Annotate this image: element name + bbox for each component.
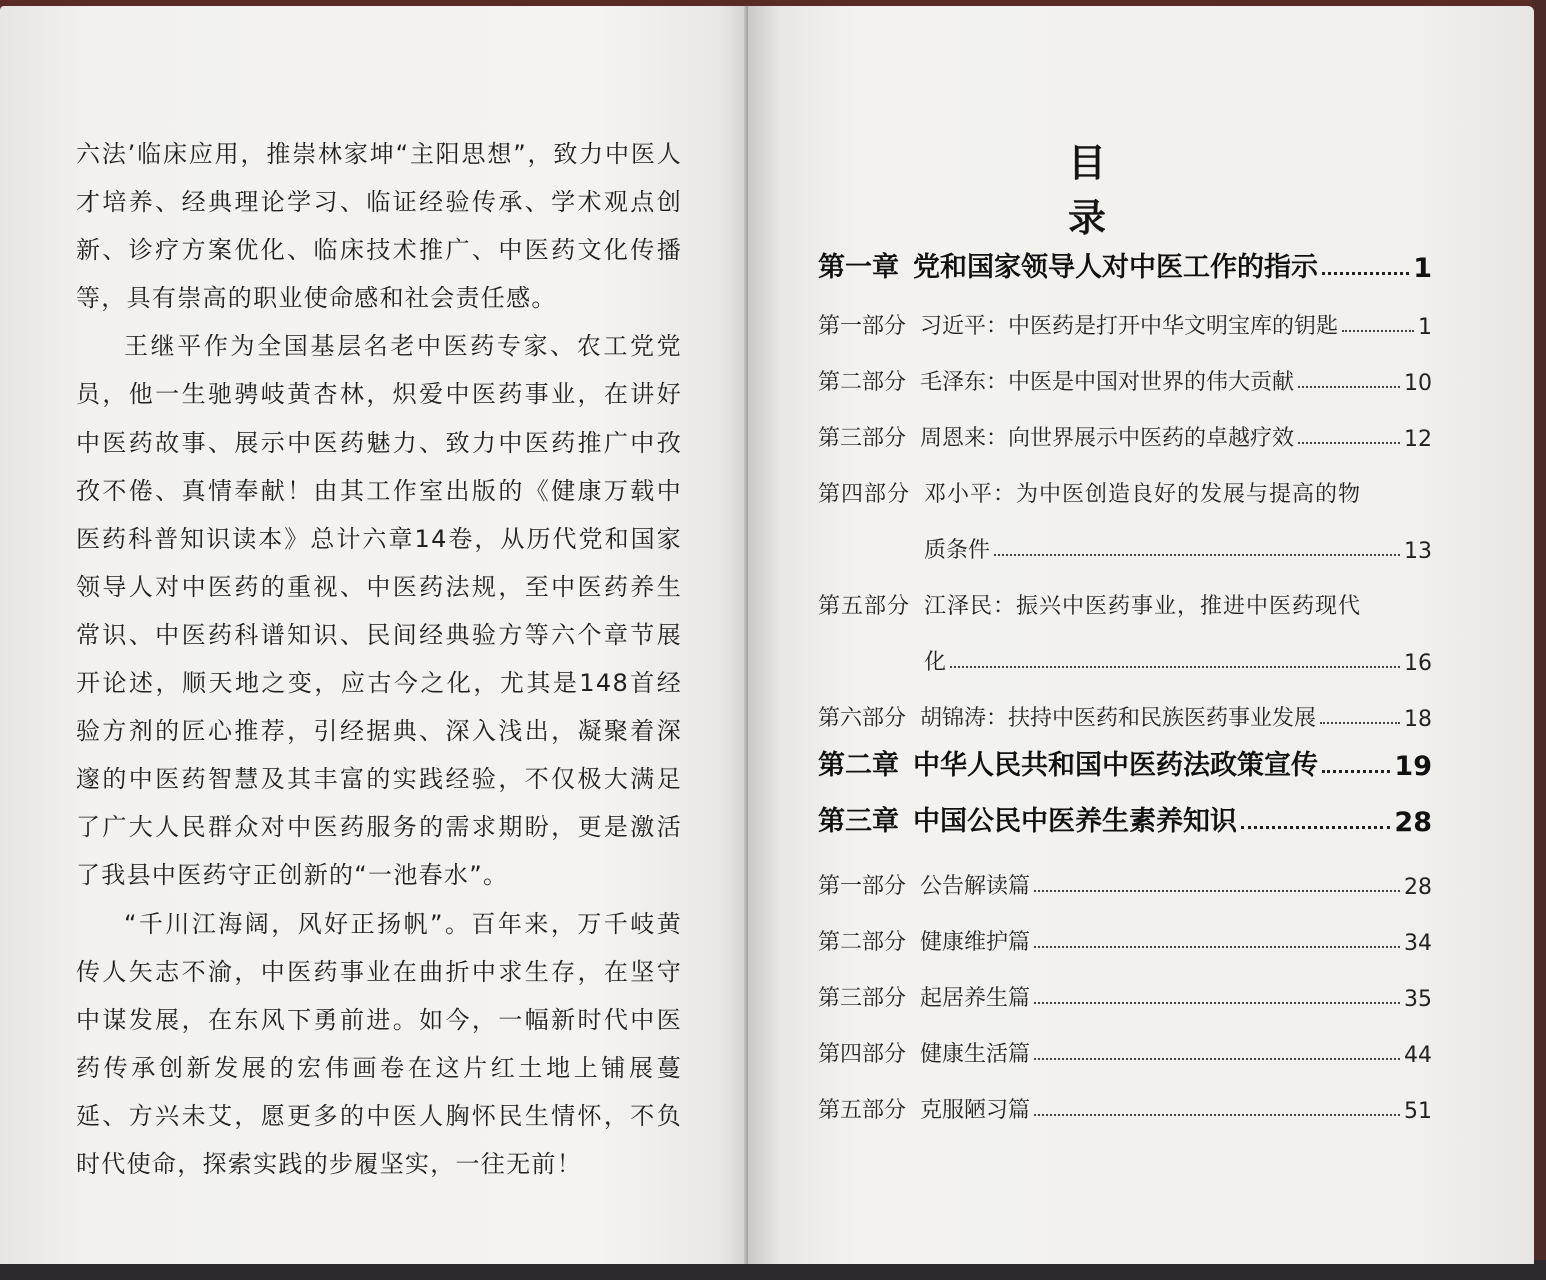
toc-entry-page-number: 1: [1413, 253, 1432, 284]
toc-leader-dots: [994, 554, 1400, 556]
toc-entry-label: [818, 309, 1338, 340]
toc-entry-page-number: 13: [1404, 539, 1432, 564]
toc-entry-number: 第一章: [818, 252, 899, 283]
toc-leader-dots: [950, 666, 1400, 668]
toc-entry-title: 江泽民：振兴中医药事业，推进中医药现代: [924, 594, 1362, 619]
toc-entry-label: [818, 477, 1361, 508]
toc-entry: [818, 300, 1432, 340]
toc-entry-number: 第二部分: [818, 370, 907, 395]
toc-entry-title: 毛泽东：中医是中国对世界的伟大贡献: [920, 370, 1295, 395]
toc-entry-label: [818, 925, 1030, 956]
toc-entry-number: 第六部分: [818, 706, 907, 731]
toc-entry-number: 第一部分: [818, 314, 907, 339]
toc-entry-title: 健康生活篇: [920, 1042, 1031, 1067]
toc-entry-label: [818, 245, 1318, 284]
toc-entry-number: 第三章: [818, 806, 899, 837]
toc-leader-dots: [1298, 386, 1400, 388]
toc-entry: [818, 1028, 1432, 1068]
toc-entry-page-number: 12: [1404, 427, 1432, 452]
toc-leader-dots: [1034, 1002, 1400, 1004]
toc-leader-dots: [1322, 770, 1390, 773]
toc-entry-page-number: 19: [1394, 751, 1432, 782]
toc-entry-label: [818, 1037, 1030, 1068]
toc-entry-page-number: 28: [1404, 875, 1432, 900]
toc-entry-label: [818, 743, 1318, 782]
toc-entry: [818, 1084, 1432, 1124]
toc-leader-dots: [1342, 330, 1414, 332]
toc-entry-continuation: [924, 636, 1432, 676]
paragraph-1: 六法’临床应用，推崇林家坤“主阳思想”，致力中医人才培养、经典理论学习、临证经验传承、学术观点创新、诊疗方案优化、临床技术推广、中医药文化传播等，具有崇高的职业使命感和社会责任感。: [76, 140, 682, 313]
toc-entry: [818, 244, 1432, 284]
toc-entry-continuation: [924, 524, 1432, 564]
toc-leader-dots: [1034, 1114, 1400, 1116]
toc-entry-title: 周恩来：向世界展示中医药的卓越疗效: [920, 426, 1295, 451]
toc-leader-dots: [1241, 826, 1390, 829]
toc-title: 目 录: [1068, 141, 1129, 240]
toc-entry-label: [818, 421, 1294, 452]
toc-entry-label: [818, 701, 1316, 732]
toc-entry: [818, 412, 1432, 452]
toc-entry-page-number: 1: [1418, 315, 1432, 340]
toc-entry: [818, 972, 1432, 1012]
toc-entry: [818, 916, 1432, 956]
toc-entry-number: 第三部分: [818, 986, 907, 1011]
toc-entry-label: [818, 365, 1294, 396]
toc-entry-page-number: 44: [1404, 1043, 1432, 1068]
toc-entry: [818, 580, 1432, 620]
toc-leader-dots: [1298, 442, 1400, 444]
toc-entry-title: 党和国家领导人对中医工作的指示: [913, 252, 1318, 283]
toc-entry: [818, 742, 1432, 782]
toc-entry-page-number: 51: [1404, 1099, 1432, 1124]
toc-entry-label: [818, 1093, 1030, 1124]
toc-entry-title: 公告解读篇: [920, 874, 1031, 899]
toc-entry-title: 胡锦涛：扶持中医药和民族医药事业发展: [920, 706, 1317, 731]
toc-entry-label: [818, 589, 1361, 620]
toc-entry-number: 第一部分: [818, 874, 907, 899]
toc-entry-number: 第三部分: [818, 426, 907, 451]
toc-entry: [818, 692, 1432, 732]
right-page: [748, 6, 1534, 1264]
left-page: [0, 6, 748, 1264]
toc-entry-page-number: 35: [1404, 987, 1432, 1012]
toc-entry-title-continued: 质条件: [924, 538, 991, 563]
toc-entry: [818, 798, 1432, 838]
toc-entry-page-number: 16: [1404, 651, 1432, 676]
toc-entry-number: 第二部分: [818, 930, 907, 955]
toc-entry-title-continued: 化: [924, 650, 947, 675]
toc-leader-dots: [1320, 722, 1400, 724]
toc-entry-page-number: 34: [1404, 931, 1432, 956]
paragraph-2: 王继平作为全国基层名老中医药专家、农工党党员，他一生驰骋岐黄杏林，炽爱中医药事业，在讲好中医药故事、展示中医药魅力、致力中医药推广中孜孜不倦、真情奉献！由其工作室出版的《健康万载中医药科普知识读本》总计六章14卷，从历代党和国家领导人对中医药的重视、中医药法规，至中医药养生常识、中医药科谱知识、民间经典验方等六个章节展开论述，顺天地之变，应古今之化，尤其是148首经验方剂的匠心推荐，引经据典、深入浅出，凝聚着深邃的中医药智慧及其丰富的实践经验，不仅极大满足了广大人民群众对中医药服务的需求期盼，更是激活了我县中医药守正创新的“一池春水”。: [76, 332, 682, 890]
toc-entry-page-number: 18: [1404, 707, 1432, 732]
toc-entry-number: 第四部分: [818, 482, 911, 507]
toc-entry-number: 第五部分: [818, 1098, 907, 1123]
paragraph-3: “千川江海阔，风好正扬帆”。百年来，万千岐黄传人矢志不渝，中医药事业在曲折中求生存，在坚守中谋发展，在东风下勇前进。如今，一幅新时代中医药传承创新发展的宏伟画卷在这片红土地上铺展蔓延、方兴未艾，愿更多的中医人胸怀民生情怀，不负时代使命，探索实践的步履坚实，一往无前！: [76, 909, 682, 1178]
toc-entry-page-number: 10: [1404, 371, 1432, 396]
toc-entry-number: 第五部分: [818, 594, 911, 619]
toc-entry: [818, 860, 1432, 900]
left-page-body: [76, 130, 682, 1188]
toc-entry-title: 习近平：中医药是打开中华文明宝库的钥匙: [920, 314, 1339, 339]
toc-entry: [818, 356, 1432, 396]
toc-entry: [818, 468, 1432, 508]
toc-entry-number: 第二章: [818, 750, 899, 781]
toc-leader-dots: [1322, 272, 1409, 275]
toc-leader-dots: [1034, 890, 1400, 892]
toc-leader-dots: [1034, 1058, 1400, 1060]
toc-entry-title: 克服陋习篇: [920, 1098, 1031, 1123]
toc-entry-label: [818, 981, 1030, 1012]
toc-entry-label: [818, 799, 1237, 838]
toc-entry-title: 起居养生篇: [920, 986, 1031, 1011]
toc-entry-title: 中华人民共和国中医药法政策宣传: [913, 750, 1318, 781]
toc-entry-number: 第四部分: [818, 1042, 907, 1067]
desk-background-right: [1532, 0, 1546, 1280]
toc-entry-title: 中国公民中医养生素养知识: [913, 806, 1237, 837]
toc-entry-page-number: 28: [1394, 807, 1432, 838]
toc-leader-dots: [1034, 946, 1400, 948]
toc-entry-title: 邓小平：为中医创造良好的发展与提高的物: [924, 482, 1362, 507]
toc-entry-label: [818, 869, 1030, 900]
toc-entry-title: 健康维护篇: [920, 930, 1031, 955]
